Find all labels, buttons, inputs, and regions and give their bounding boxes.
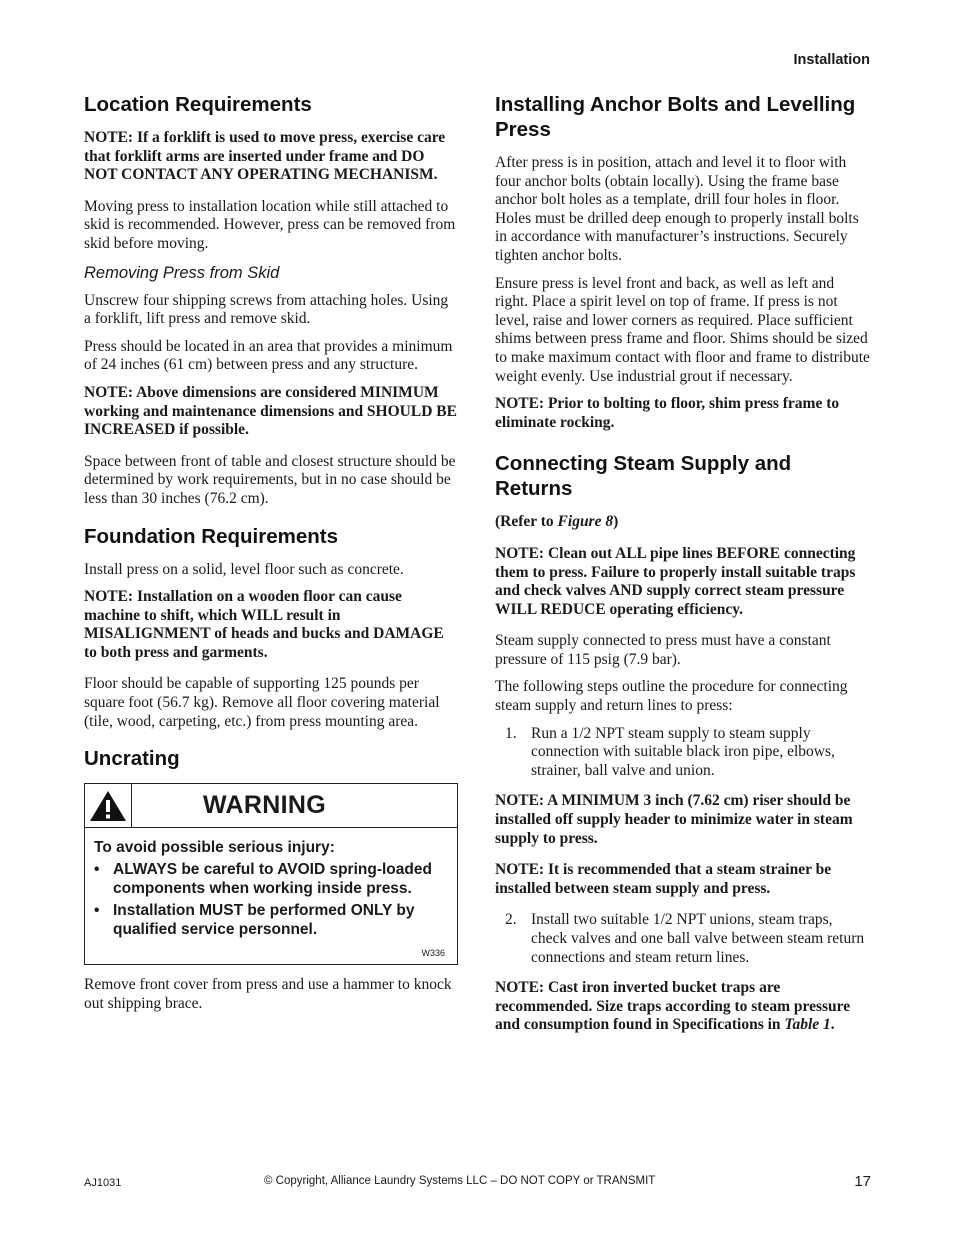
warning-item: • ALWAYS be careful to AVOID spring-loaded components when working inside press. bbox=[94, 861, 432, 898]
bullet-icon: • bbox=[94, 861, 100, 879]
clearance-paragraph: Press should be located in an area that provides a minimum of 24 inches (61 cm) between press and any structure. bbox=[84, 337, 453, 374]
copyright-notice: © Copyright, Alliance Laundry Systems LLC – DO NOT COPY or TRANSMIT bbox=[264, 1175, 656, 1187]
step-text: Run a 1/2 NPT steam supply to steam supply connection with suitable black iron pipe, elbows, strainer, ball valve and union. bbox=[531, 724, 835, 779]
solid-floor-paragraph: Install press on a solid, level floor such as concrete. bbox=[84, 560, 404, 578]
bullet-icon: • bbox=[94, 902, 100, 920]
front-cover-paragraph: Remove front cover from press and use a hammer to knock out shipping brace. bbox=[84, 976, 452, 1012]
left-column bbox=[84, 92, 458, 1022]
page-number: 17 bbox=[854, 1173, 871, 1190]
riser-note: NOTE: A MINIMUM 3 inch (7.62 cm) riser should be installed off supply header to minimize water in steam supply to press. bbox=[495, 792, 853, 847]
steam-supply-heading: Connecting Steam Supply and Returns bbox=[495, 452, 792, 501]
bucket-traps-note: NOTE: Cast iron inverted bucket traps are recommended. Size traps according to steam pressure and consumption found in Specifications in Table 1. bbox=[495, 979, 851, 1034]
warning-item: • Installation MUST be performed ONLY by qualified service personnel. bbox=[94, 902, 415, 939]
foundation-requirements-heading: Foundation Requirements bbox=[84, 524, 338, 548]
moving-press-paragraph: Moving press to installation location while still attached to skid is recommended. However, press can be removed from skid before moving. bbox=[84, 197, 456, 252]
front-space-paragraph: Space between front of table and closest structure should be determined by work requirements, but in no case should be less than 30 inches (76.2 cm). bbox=[84, 452, 456, 507]
warning-box bbox=[84, 783, 458, 965]
step-list bbox=[495, 911, 871, 967]
right-column bbox=[495, 92, 871, 1048]
step-number: 1. bbox=[505, 724, 517, 742]
step-list bbox=[495, 725, 871, 781]
unscrew-paragraph: Unscrew four shipping screws from attaching holes. Using a forklift, lift press and remove skid. bbox=[84, 291, 449, 328]
floor-capacity-paragraph: Floor should be capable of supporting 125 pounds per square foot (56.7 kg). Remove all floor covering material (tile, wood, carpeting, etc.) from press mounting area. bbox=[84, 675, 440, 730]
strainer-note: NOTE: It is recommended that a steam strainer be installed between steam supply and press. bbox=[495, 861, 832, 897]
warning-lead: To avoid possible serious injury: bbox=[94, 839, 335, 857]
clean-pipes-note: NOTE: Clean out ALL pipe lines BEFORE connecting them to press. Failure to properly install suitable traps and check valves AND supply correct steam pressure WILL REDUCE operating efficiency. bbox=[495, 544, 856, 618]
step-text: Install two suitable 1/2 NPT unions, steam traps, check valves and one ball valve between steam return connections and steam return lines. bbox=[531, 911, 865, 966]
minimum-dimensions-note: NOTE: Above dimensions are considered MINIMUM working and maintenance dimensions and SHOULD BE INCREASED if possible. bbox=[84, 383, 457, 439]
warning-code: W336 bbox=[421, 948, 445, 959]
running-header: Installation bbox=[793, 52, 870, 68]
level-press-paragraph: Ensure press is level front and back, as well as left and right. Place a spirit level on top of frame. If press is not level, raise and lower corners as required. Place sufficient shims between press frame and floor. Shims should be sized to make maximum contact with floor and frame to distribute weight evenly. Use industrial grout if necessary. bbox=[495, 274, 870, 385]
anchor-bolts-heading: Installing Anchor Bolts and Levelling Press bbox=[495, 93, 856, 141]
steam-pressure-paragraph: Steam supply connected to press must have a constant pressure of 115 psig (7.9 bar). bbox=[495, 632, 831, 668]
step-number: 2. bbox=[505, 911, 517, 929]
uncrating-heading: Uncrating bbox=[84, 747, 180, 771]
figure-reference: (Refer to Figure 8) bbox=[495, 513, 619, 531]
warning-list bbox=[94, 860, 447, 939]
anchor-bolts-paragraph: After press is in position, attach and level it to floor with four anchor bolts (obtain locally). Using the frame base anchor bolt holes as a template, drill four holes in floor. Holes must be drilled deep enough to properly install bolts in accordance with manufacturer’s instructions. Securely tighten anchor bolts. bbox=[495, 154, 859, 264]
document-number: AJ1031 bbox=[84, 1177, 122, 1189]
figure-link: Figure 8 bbox=[557, 513, 614, 531]
warning-title: WARNING bbox=[203, 791, 326, 820]
table-link: Table 1 bbox=[784, 1016, 831, 1034]
removing-press-subheading: Removing Press from Skid bbox=[84, 263, 280, 282]
warning-body bbox=[85, 828, 457, 964]
step-item bbox=[495, 725, 871, 781]
forklift-note: NOTE: If a forklift is used to move press, exercise care that forklift arms are inserted under frame and DO NOT CONTACT ANY OPERATING MECHANISM. bbox=[84, 129, 446, 184]
warning-triangle-icon bbox=[85, 784, 132, 827]
wooden-floor-note: NOTE: Installation on a wooden floor can cause machine to shift, which WILL result in MISALIGNMENT of heads and bucks and DAMAGE to both press and garments. bbox=[84, 588, 444, 661]
step-item bbox=[495, 911, 871, 967]
page-footer bbox=[84, 1175, 871, 1195]
location-requirements-heading: Location Requirements bbox=[84, 93, 312, 116]
shim-note: NOTE: Prior to bolting to floor, shim press frame to eliminate rocking. bbox=[495, 395, 840, 431]
warning-header bbox=[85, 784, 457, 828]
procedure-intro-paragraph: The following steps outline the procedure for connecting steam supply and return lines to press: bbox=[495, 678, 848, 715]
